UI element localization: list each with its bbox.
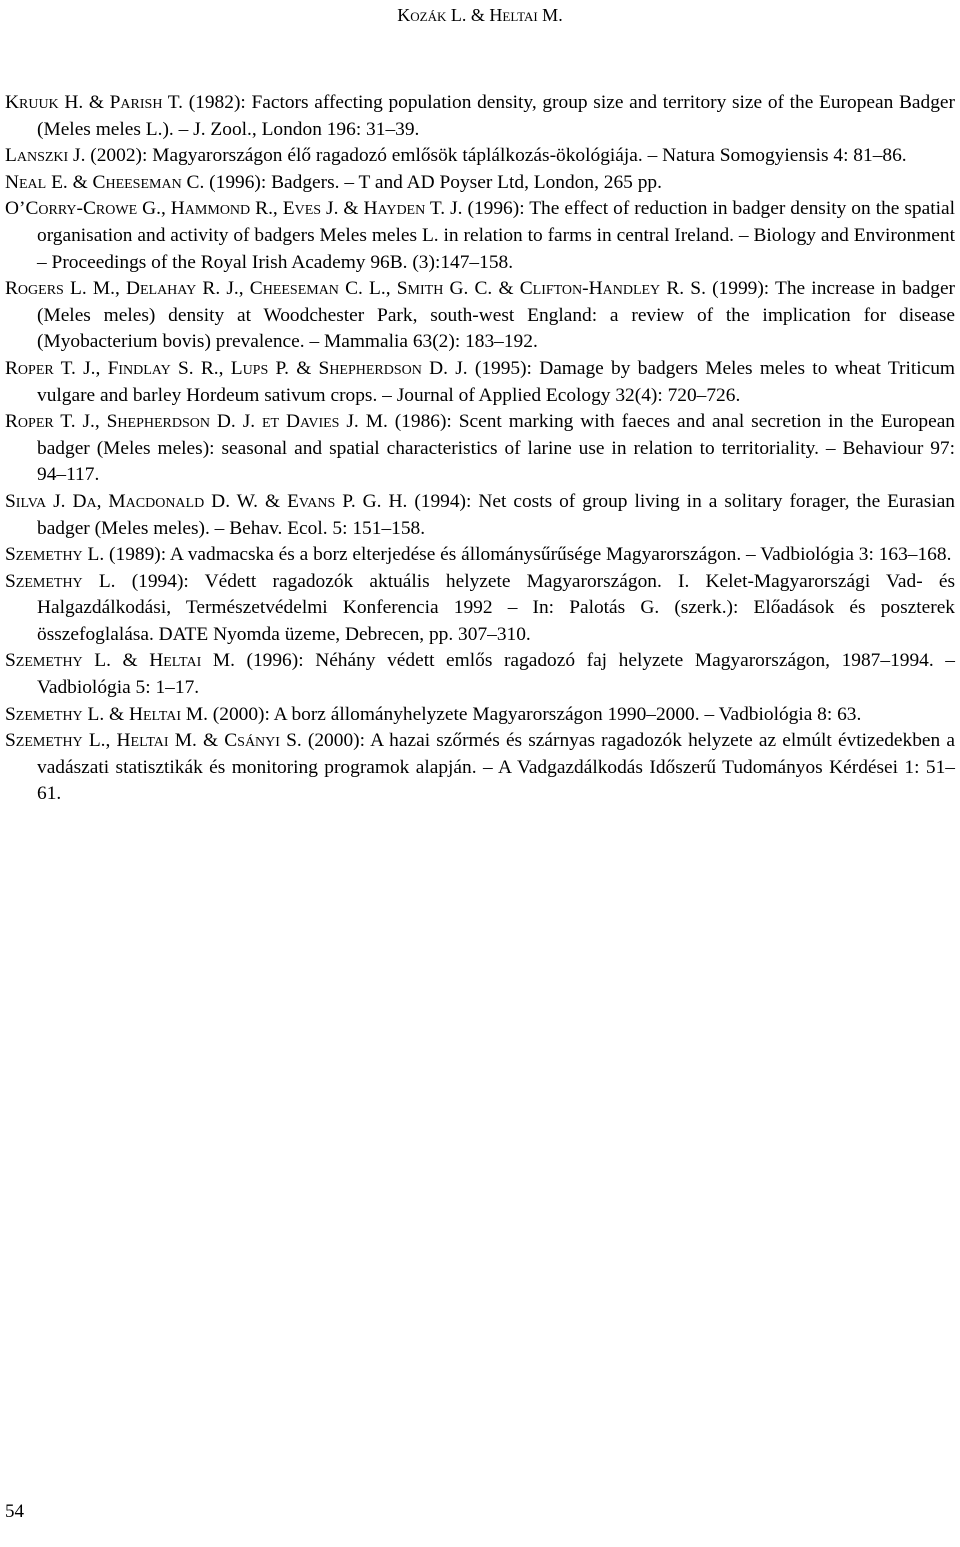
- running-header-authors: Kozák L. & Heltai M.: [397, 5, 563, 25]
- reference-authors: Rogers L. M., Delahay R. J., Cheeseman C. L., Smith G. C. & Clifton-Handley R. S.: [5, 278, 706, 300]
- reference-item: [5, 90, 955, 143]
- reference-authors: Roper T. J., Findlay S. R., Lups P. & Shepherdson D. J.: [5, 357, 468, 379]
- reference-authors: Roper T. J., Shepherdson D. J. et Davies J. M.: [5, 411, 388, 433]
- reference-authors: Szemethy L.: [5, 570, 116, 592]
- reference-authors: Kruuk H. & Parish T.: [5, 92, 184, 113]
- reference-details: (1995): Damage by badgers Meles meles to wheat Triticum vulgare and barley Hordeum sativum crops. – Journal of Applied Ecology 32(4): 720–726.: [37, 357, 955, 406]
- reference-item: [5, 196, 955, 276]
- reference-authors: Szemethy L., Heltai M. & Csányi S.: [5, 730, 302, 752]
- reference-item: [5, 569, 955, 649]
- reference-authors: O’Corry-Crowe G., Hammond R., Eves J. & Hayden T. J.: [5, 198, 463, 220]
- reference-details: (1994): Védett ragadozók aktuális helyzete Magyarországon. I. Kelet-Magyarországi Vad- és Halgazdálkodási, Természetvédelmi Konferencia 1992 – In: Palotás G. (szerk.): Előadások és poszterek összefoglalása. DATE Nyomda üzeme, Debrecen, pp. 307–310.: [37, 570, 955, 645]
- reference-details: (1996): Néhány védett emlős ragadozó faj helyzete Magyarországon, 1987–1994. – Vadbiológia 5: 1–17.: [37, 650, 955, 699]
- reference-list: [5, 90, 955, 808]
- reference-details: (1986): Scent marking with faeces and anal secretion in the European badger (Meles meles): seasonal and spatial characteristics of larine use in relation to territoriality. – Behaviour 97: 94–117.: [37, 411, 956, 486]
- reference-item: [5, 648, 955, 701]
- reference-details: (2002): Magyarországon élő ragadozó emlősök táplálkozás-ökológiája. – Natura Somogyiensis 4: 81–86.: [85, 145, 907, 167]
- reference-item: [5, 728, 955, 808]
- reference-authors: Szemethy L. & Heltai M.: [5, 650, 235, 672]
- reference-item: [5, 409, 955, 489]
- reference-details: (1996): Badgers. – T and AD Poyser Ltd, London, 265 pp.: [204, 171, 662, 193]
- reference-authors: Lanszki J.: [5, 145, 86, 167]
- reference-item: [5, 276, 955, 356]
- reference-item: [5, 143, 955, 170]
- reference-authors: Szemethy L.: [5, 544, 105, 566]
- reference-item: [5, 702, 955, 729]
- reference-authors: Szemethy L. & Heltai M.: [5, 703, 208, 725]
- reference-item: [5, 542, 955, 569]
- reference-details: (1994): Net costs of group living in a solitary forager, the Eurasian badger (Meles meles). – Behav. Ecol. 5: 151–158.: [37, 490, 955, 539]
- reference-item: [5, 170, 955, 197]
- reference-authors: Neal E. & Cheeseman C.: [5, 171, 205, 193]
- reference-details: (1996): The effect of reduction in badger density on the spatial organisation and activity of badgers Meles meles L. in relation to farms in central Ireland. – Biology and Environment – Proceedings of the Royal Irish Academy 96B. (3):147–158.: [37, 198, 955, 273]
- page-number: 54: [5, 1501, 24, 1522]
- reference-authors: Silva J. Da, Macdonald D. W. & Evans P. G. H.: [5, 490, 408, 512]
- reference-details: (1989): A vadmacska és a borz elterjedése és állománysűrűsége Magyarországon. – Vadbiológia 3: 163–168.: [104, 544, 952, 566]
- reference-item: [5, 356, 955, 409]
- reference-details: (1999): The increase in badger (Meles meles) density at Woodchester Park, south-west England: a review of the implication for disease (Myobacterium bovis) prevalence. – Mammalia 63(2): 183–192.: [37, 278, 956, 353]
- reference-details: (2000): A hazai szőrmés és szárnyas ragadozók helyzete az elmúlt évtizedekben a vadászati statisztikák és monitoring programok alapján. – A Vadgazdálkodás Időszerű Tudományos Kérdései 1: 51–61.: [37, 730, 956, 805]
- reference-details: (1982): Factors affecting population density, group size and territory size of the European Badger (Meles meles L.). – J. Zool., London 196: 31–39.: [37, 92, 955, 140]
- reference-item: [5, 489, 955, 542]
- running-header: [0, 4, 960, 26]
- reference-details: (2000): A borz állományhelyzete Magyarországon 1990–2000. – Vadbiológia 8: 63.: [207, 703, 862, 725]
